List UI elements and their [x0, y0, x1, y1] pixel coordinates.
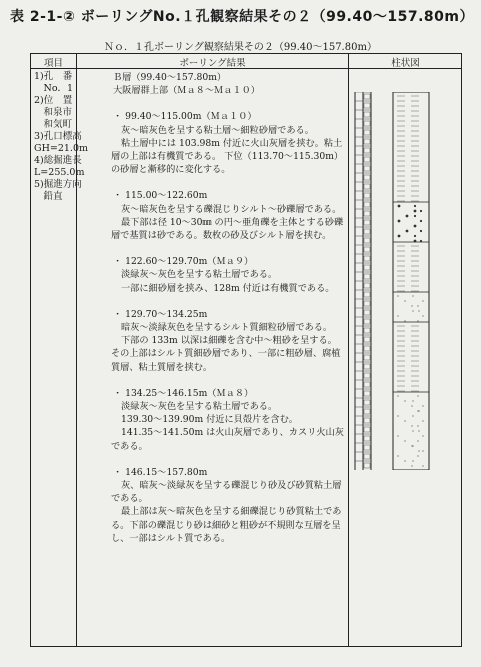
sand-pattern: [417, 410, 418, 411]
section-heading: ・ 129.70～134.25m: [113, 308, 208, 320]
sand-pattern: [412, 430, 413, 431]
sand-pattern: [422, 465, 423, 466]
sand-pattern: [417, 440, 418, 441]
section-text: 粘土層中には 103.98m 付近に火山灰層を挟む。粘土層の上部は有機質である。 下位（113.70～115.30m）の砂層と漸移的に変化する。: [111, 137, 344, 176]
depth-digit-mark: [364, 112, 370, 117]
depth-digit-mark: [364, 454, 370, 459]
boring-column-log: [353, 92, 433, 470]
depth-digit-mark: [364, 382, 370, 387]
depth-digit-mark: [364, 310, 370, 315]
item-line: 3)孔口標高: [34, 131, 82, 142]
depth-digit-mark: [364, 193, 370, 198]
sand-pattern: [417, 455, 418, 456]
section-gap: [111, 453, 346, 466]
sand-pattern: [411, 425, 412, 426]
gravel-pattern: [420, 240, 422, 242]
sand-pattern: [412, 460, 413, 461]
depth-digit-mark: [364, 247, 370, 252]
gravel-pattern: [398, 235, 401, 238]
section-text: 淡緑灰～灰色を呈する粘土層である。: [121, 269, 278, 281]
depth-digit-mark: [364, 94, 370, 99]
sand-pattern: [422, 405, 423, 406]
sand-pattern: [422, 420, 423, 421]
depth-digit-mark: [364, 328, 370, 333]
depth-digit-mark: [364, 346, 370, 351]
depth-digit-mark: [364, 301, 370, 306]
gravel-pattern: [398, 220, 401, 223]
depth-digit-mark: [364, 373, 370, 378]
header-items: 項目: [43, 58, 63, 69]
sand-pattern: [397, 415, 398, 416]
gravel-pattern: [414, 225, 416, 227]
gravel-pattern: [414, 205, 416, 207]
depth-digit-mark: [364, 265, 370, 270]
sand-pattern: [404, 460, 405, 461]
sand-pattern: [404, 420, 405, 421]
sand-pattern: [404, 440, 405, 441]
section-gap: [111, 242, 346, 255]
sand-pattern: [422, 450, 423, 451]
depth-digit-mark: [364, 418, 370, 423]
section-text: 最下部は径 10～30㎜ の円～亜角礫を主体とする砂礫層で基質は砂である。数枚の砂及びシルト層を挟む。: [111, 216, 344, 242]
section-gap: [111, 176, 346, 189]
section-heading: ・ 99.40～115.00m（Ｍａ１０）: [113, 111, 257, 123]
section-heading: ・ 122.60～129.70m（Ｍａ９）: [113, 256, 254, 268]
depth-digit-mark: [364, 139, 370, 144]
depth-digit-mark: [364, 355, 370, 360]
section-text: 下部の 133m 以深は細礫を含む中～粗砂を呈する。その上部はシルト質細砂層であり、一部に粗砂層、腐植質層、粘土質層を挟む。: [111, 335, 341, 373]
sand-pattern: [412, 445, 413, 446]
gravel-pattern: [398, 205, 401, 208]
depth-digit-mark: [364, 103, 370, 108]
section-text: 灰、暗灰～淡緑灰を呈する礫混じり砂及び砂質粘土層である。: [111, 480, 342, 505]
column-divider: [348, 54, 349, 646]
item-line: 5)掘進方向: [34, 179, 82, 190]
sand-pattern: [411, 305, 412, 306]
sand-pattern: [412, 415, 413, 416]
depth-digit-mark: [364, 121, 370, 126]
depth-digit-mark: [364, 283, 370, 288]
depth-digit-mark: [364, 238, 370, 243]
sand-pattern: [397, 315, 398, 316]
item-line: 鉛直: [34, 191, 63, 202]
gravel-pattern: [420, 210, 422, 212]
section-text: 一部に細砂層を挟み、128m 付近は有機質である。: [121, 282, 335, 294]
section-gap: [111, 295, 346, 308]
item-line: GH=21.0m: [34, 143, 88, 154]
gravel-pattern: [414, 235, 416, 237]
gravel-pattern: [406, 215, 409, 218]
sand-pattern: [418, 310, 419, 311]
sand-pattern: [417, 395, 418, 396]
section-text: 淡緑灰～灰色を呈する粘土層である。: [121, 401, 278, 413]
sand-pattern: [412, 400, 413, 401]
sand-pattern: [397, 455, 398, 456]
depth-digit-mark: [364, 220, 370, 225]
page-title: 表 2-1-② ボーリングNo.１孔観察結果その２（99.40～157.80m）: [10, 9, 474, 25]
header-results: ボーリング結果: [179, 58, 246, 69]
gravel-pattern: [414, 210, 417, 213]
section-heading: ・ 115.00～122.60m: [113, 190, 208, 202]
layer-name: 大阪層群上部（Ｍａ８～Ｍａ１０）: [113, 85, 260, 97]
section-text: 暗灰～淡緑灰色を呈するシルト質細粒砂層である。: [121, 322, 333, 334]
depth-digit-mark: [364, 463, 370, 468]
section-gap: [111, 374, 346, 387]
item-line: 和泉市: [34, 107, 73, 118]
depth-digit-mark: [364, 319, 370, 324]
section-heading: ・ 146.15～157.80m: [113, 466, 208, 478]
depth-digit-mark: [364, 175, 370, 180]
sand-pattern: [417, 425, 418, 426]
item-line: L=255.0m: [34, 167, 85, 178]
table-caption: Ｎｏ．１孔ボーリング観察結果その２（99.40～157.80m）: [104, 42, 377, 53]
sand-pattern: [397, 295, 398, 296]
item-line: 4)総掘進長: [34, 155, 82, 166]
sand-pattern: [397, 395, 398, 396]
sand-pattern: [412, 310, 413, 311]
gravel-pattern: [414, 240, 417, 243]
depth-digit-mark: [364, 166, 370, 171]
sand-pattern: [411, 405, 412, 406]
sand-pattern: [411, 465, 412, 466]
sand-pattern: [412, 295, 413, 296]
depth-digit-mark: [364, 409, 370, 414]
depth-digit-mark: [364, 364, 370, 369]
sand-pattern: [422, 300, 423, 301]
depth-digit-mark: [364, 256, 370, 261]
depth-digit-mark: [364, 400, 370, 405]
sand-pattern: [404, 320, 405, 321]
boring-table: [30, 53, 462, 647]
layer-name: Ｂ層（99.40～157.80m）: [113, 72, 227, 83]
depth-digit-mark: [364, 427, 370, 432]
item-line: 和気町: [34, 119, 73, 130]
section-heading: ・ 134.25～146.15m（Ｍａ８）: [113, 387, 254, 399]
item-line: 2)位 置: [34, 95, 73, 106]
depth-digit-mark: [364, 157, 370, 162]
gravel-pattern: [414, 215, 416, 217]
section-text: 139.30～139.90m 付近に貝殻片を含む。: [121, 414, 298, 426]
section-gap: [111, 97, 346, 110]
section-text: 141.35～141.50m は火山灰層であり、カスリ火山灰である。: [111, 427, 344, 452]
depth-digit-mark: [364, 274, 370, 279]
depth-digit-mark: [364, 292, 370, 297]
gravel-pattern: [420, 230, 422, 232]
item-line: 1)孔 番: [34, 71, 73, 82]
depth-digit-mark: [364, 184, 370, 189]
sand-pattern: [417, 305, 418, 306]
sand-pattern: [418, 430, 419, 431]
sand-pattern: [404, 300, 405, 301]
header-column: 柱状図: [391, 58, 420, 69]
depth-digit-mark: [364, 337, 370, 342]
gravel-pattern: [406, 230, 409, 233]
boring-results: [111, 71, 346, 545]
depth-digit-mark: [364, 436, 370, 441]
sand-pattern: [404, 400, 405, 401]
sand-pattern: [422, 315, 423, 316]
sand-pattern: [417, 320, 418, 321]
item-line: No．1: [34, 83, 74, 94]
depth-digit-mark: [364, 391, 370, 396]
depth-digit-mark: [364, 445, 370, 450]
sand-pattern: [397, 435, 398, 436]
section-text: 灰～暗灰色を呈する粘土層～細粒砂層である。: [121, 124, 314, 136]
depth-digit-mark: [364, 229, 370, 234]
sand-pattern: [418, 450, 419, 451]
section-text: 最上部は灰～暗灰色を呈する細礫混じり砂質粘土である。下部の礫混じり砂は細砂と粗砂が不規則な互層を呈し、一部はシルト質である。: [111, 506, 342, 544]
depth-digit-mark: [364, 211, 370, 216]
sand-pattern: [422, 435, 423, 436]
depth-digit-mark: [364, 130, 370, 135]
depth-digit-mark: [364, 148, 370, 153]
depth-digit-mark: [364, 202, 370, 207]
gravel-pattern: [420, 220, 422, 222]
section-text: 灰～暗灰色を呈する礫混じりシルト～砂礫層である。: [121, 203, 342, 215]
